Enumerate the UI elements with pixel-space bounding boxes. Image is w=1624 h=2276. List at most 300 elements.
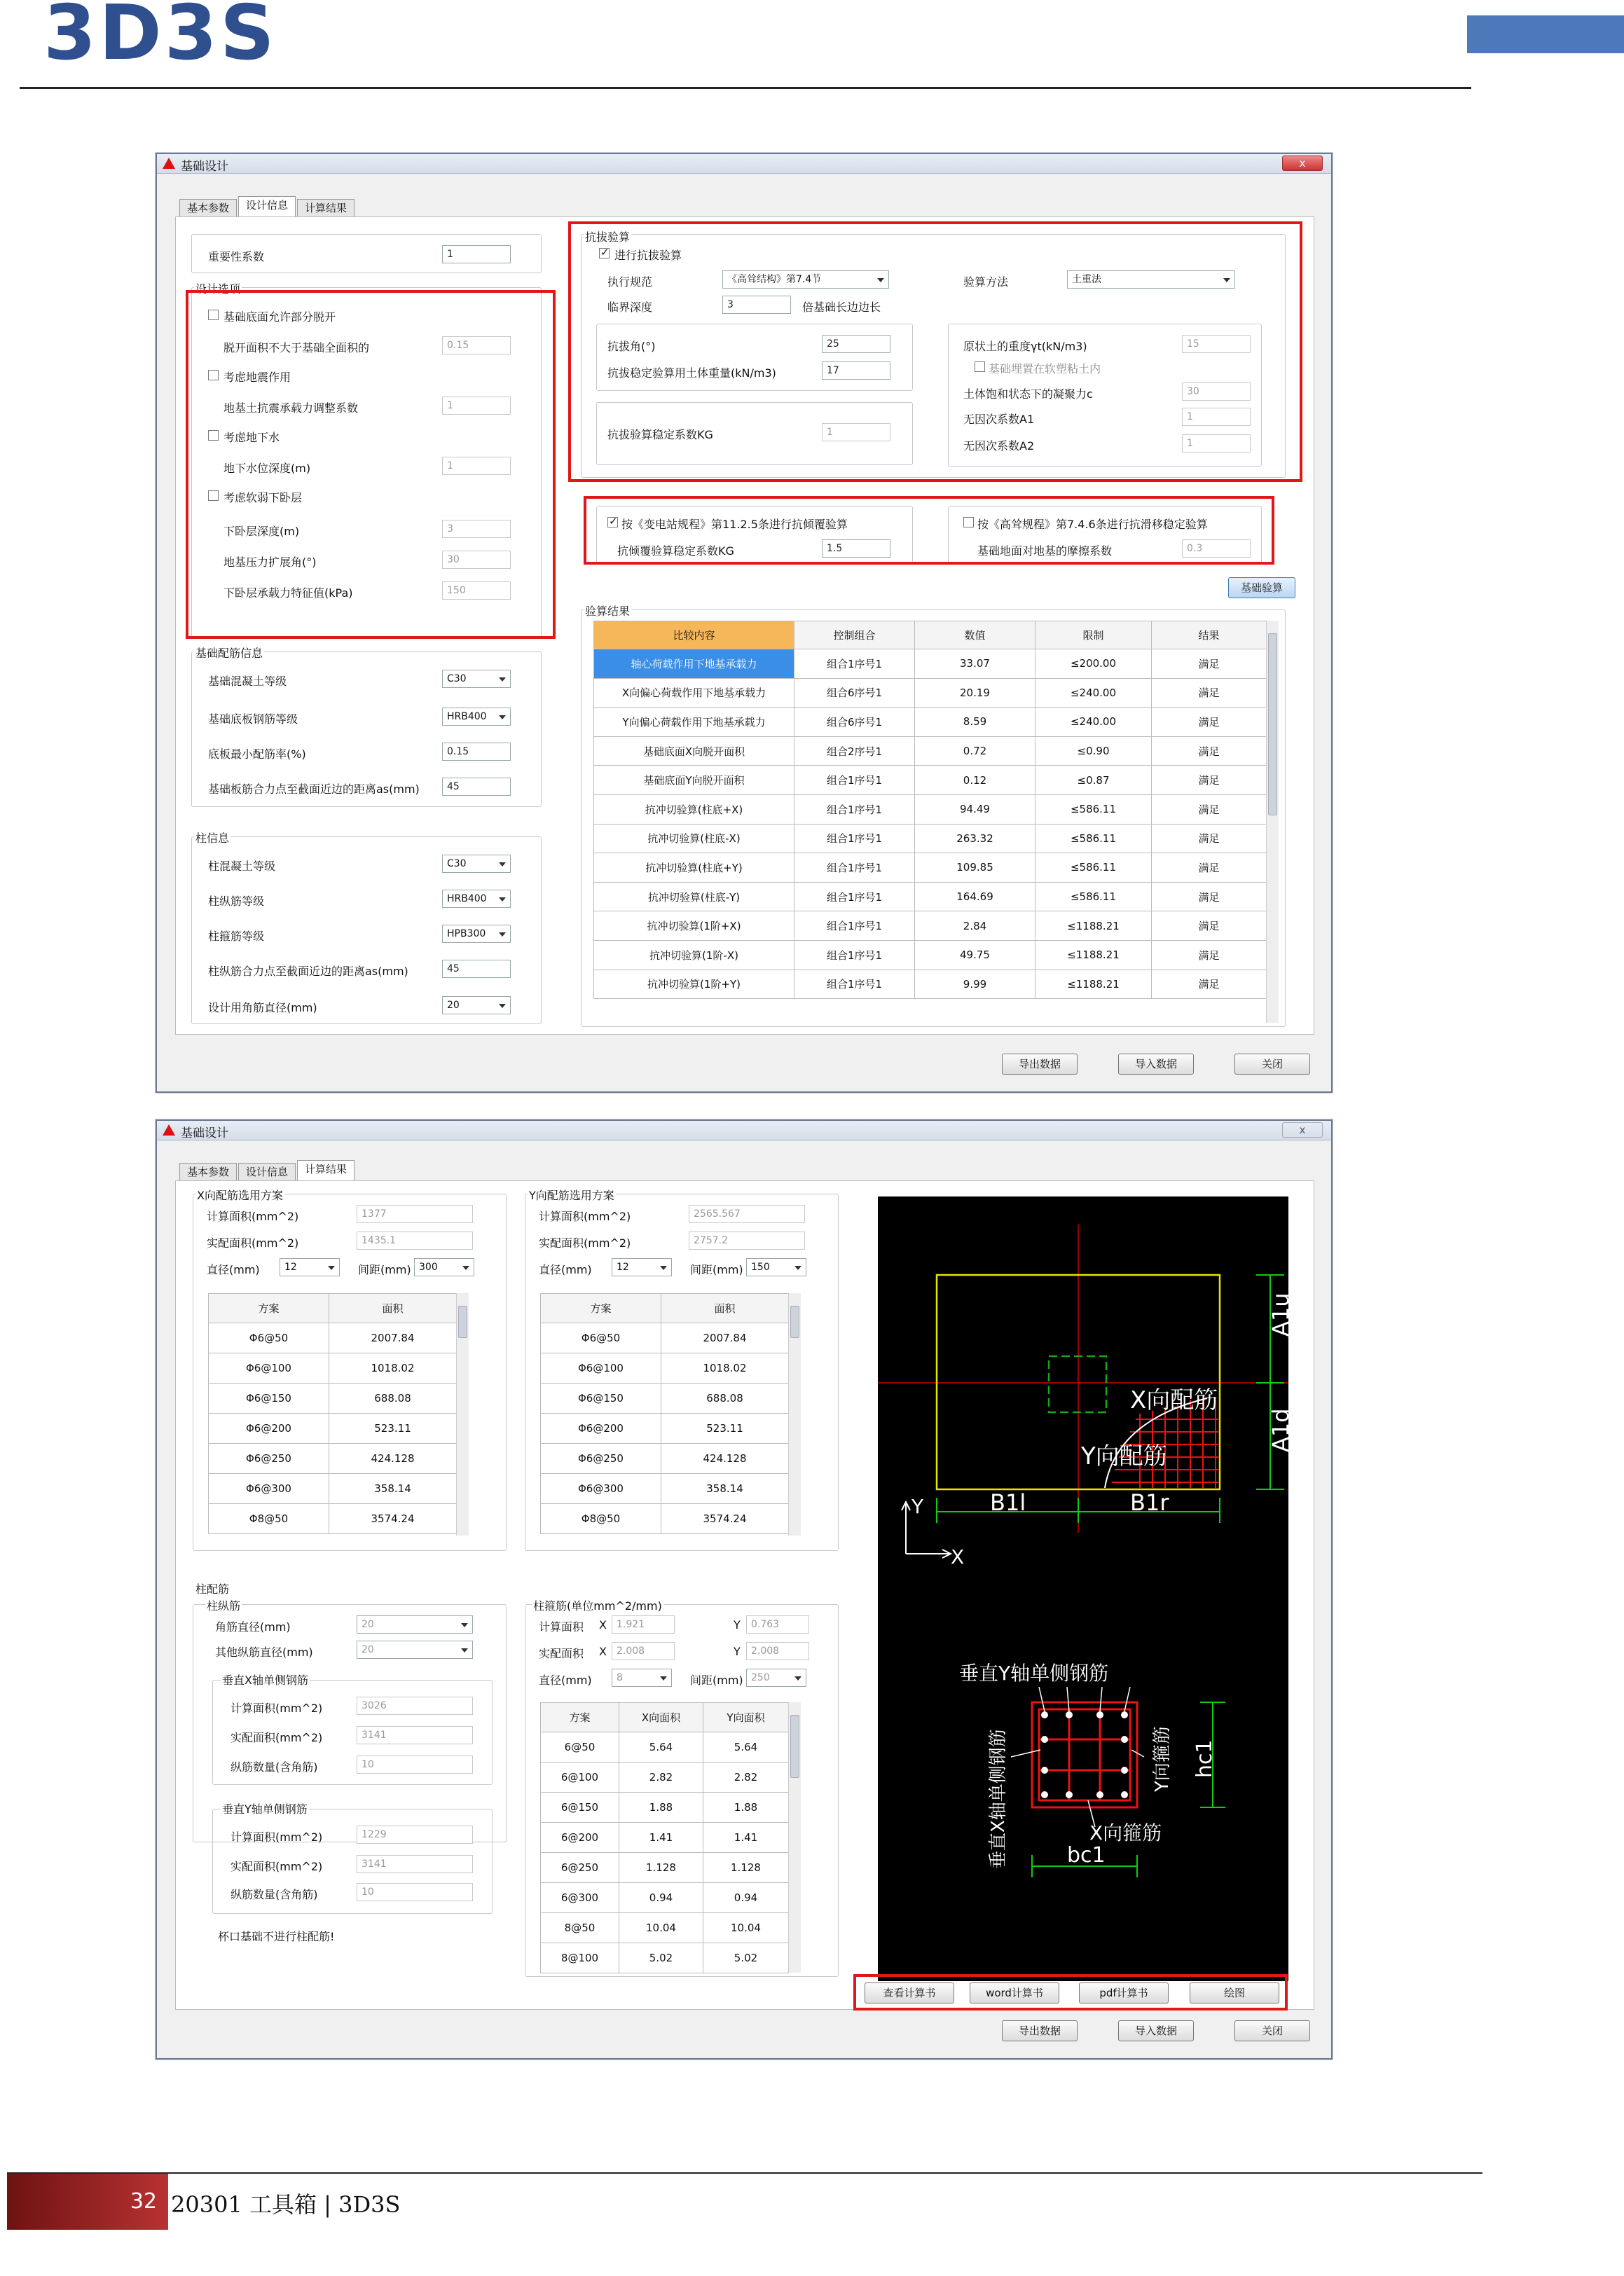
spread-angle-label: 地基压力扩展角(°) bbox=[223, 556, 317, 569]
table-row[interactable] bbox=[594, 911, 1267, 941]
stirrup-actual-label: 实配面积 bbox=[539, 1647, 584, 1660]
y-spacing-select[interactable]: 150 bbox=[746, 1258, 806, 1276]
plan-cell: Φ6@150 bbox=[209, 1384, 329, 1414]
results-cell: 8.59 bbox=[915, 708, 1035, 737]
header-accent-bar bbox=[1467, 15, 1624, 53]
stirrup-cell: 0.94 bbox=[619, 1883, 703, 1913]
results-cell: 满足 bbox=[1152, 824, 1267, 853]
close-icon[interactable]: x bbox=[1282, 1122, 1323, 1138]
results-cell: 9.99 bbox=[915, 970, 1035, 999]
uplift-area-label: 脱开面积不大于基础全面积的 bbox=[223, 341, 370, 354]
cohesion-input[interactable]: 30 bbox=[1182, 382, 1251, 401]
stirrup-cell: 0.94 bbox=[703, 1883, 789, 1913]
depth-unit-label: 倍基础长边边长 bbox=[802, 301, 881, 314]
import-data-button[interactable]: 导入数据 bbox=[1118, 1054, 1194, 1075]
results-header-cell[interactable]: 比较内容 bbox=[594, 621, 794, 649]
results-cell: 满足 bbox=[1152, 708, 1267, 737]
tab-calc-results[interactable]: 计算结果 bbox=[297, 199, 355, 217]
y-dia-select[interactable]: 12 bbox=[612, 1258, 672, 1276]
column-stirrup-steel-select[interactable]: HPB300 bbox=[442, 925, 511, 943]
stirrup-cell: 1.41 bbox=[703, 1823, 789, 1853]
stirrup-calc-x-label: X bbox=[599, 1618, 607, 1632]
stirrup-actual-y-label: Y bbox=[734, 1645, 741, 1658]
pdf-calc-book-button[interactable]: pdf计算书 bbox=[1079, 1982, 1169, 2003]
perp-x-text: 垂直X轴单侧钢筋 bbox=[988, 1729, 1009, 1869]
results-cell: 组合1序号1 bbox=[794, 824, 915, 853]
plan-cell: 523.11 bbox=[661, 1414, 789, 1444]
view-calc-book-button[interactable]: 查看计算书 bbox=[865, 1982, 954, 2003]
results-cell: Y向偏心荷载作用下地基承载力 bbox=[594, 708, 794, 737]
draw-button[interactable]: 绘图 bbox=[1190, 1982, 1279, 2003]
results-cell: ≤200.00 bbox=[1035, 649, 1152, 679]
results-cell: ≤240.00 bbox=[1035, 678, 1152, 708]
export-data-button[interactable]: 导出数据 bbox=[1002, 2020, 1078, 2041]
results-cell: 抗冲切验算(柱底+X) bbox=[594, 794, 794, 824]
table-row[interactable] bbox=[594, 766, 1267, 795]
plan-cell: Φ6@200 bbox=[209, 1414, 329, 1444]
results-header-cell[interactable]: 限制 bbox=[1035, 621, 1152, 649]
column-long-steel-select[interactable]: HRB400 bbox=[442, 890, 511, 908]
friction-input[interactable]: 0.3 bbox=[1182, 539, 1251, 558]
stirrup-cell: 10.04 bbox=[703, 1913, 789, 1943]
uplift-title: 抗拔验算 bbox=[584, 228, 631, 244]
stirrup-calc-label: 计算面积 bbox=[539, 1620, 584, 1634]
kg-input[interactable]: 1 bbox=[822, 423, 890, 441]
soil-weight-label: 抗拔稳定验算用土体重量(kN/m3) bbox=[607, 366, 776, 380]
results-cell: 组合1序号1 bbox=[794, 911, 915, 941]
rebar-info-label: 基础混凝土等级 bbox=[208, 675, 287, 688]
table-row[interactable] bbox=[594, 882, 1267, 911]
results-cell: ≤1188.21 bbox=[1035, 970, 1152, 999]
results-cell: ≤586.11 bbox=[1035, 882, 1152, 911]
plan-cell: Φ6@100 bbox=[209, 1353, 329, 1384]
x-calc-area-input[interactable]: 1377 bbox=[357, 1205, 473, 1223]
table-row[interactable] bbox=[541, 1323, 789, 1353]
results-cell: 组合1序号1 bbox=[794, 853, 915, 883]
results-header-cell[interactable]: 数值 bbox=[915, 621, 1035, 649]
table-row[interactable] bbox=[594, 794, 1267, 824]
plan-cell: 1018.02 bbox=[329, 1353, 457, 1384]
results-cell: 组合1序号1 bbox=[794, 649, 915, 679]
column-concrete-select[interactable]: C30 bbox=[442, 855, 511, 873]
a1-input[interactable]: 1 bbox=[1182, 408, 1251, 426]
stirrup-spacing-label: 间距(mm) bbox=[690, 1674, 743, 1687]
foundation-check-button[interactable]: 基础验算 bbox=[1228, 577, 1295, 598]
plan-cell: Φ6@200 bbox=[541, 1414, 661, 1444]
results-cell: 抗冲切验算(1阶+Y) bbox=[594, 970, 794, 999]
plan-cell: Φ6@100 bbox=[541, 1353, 661, 1384]
plan-header-cell[interactable]: 面积 bbox=[329, 1294, 457, 1323]
stirrup-cell: 6@50 bbox=[541, 1732, 619, 1763]
table-row[interactable] bbox=[541, 1444, 789, 1474]
plan-cell: Φ8@50 bbox=[541, 1504, 661, 1534]
stirrup-scrollbar[interactable] bbox=[788, 1702, 801, 1973]
results-cell: 33.07 bbox=[915, 649, 1035, 679]
a2-input[interactable]: 1 bbox=[1182, 434, 1251, 453]
results-cell: 满足 bbox=[1152, 649, 1267, 679]
table-row[interactable] bbox=[541, 1504, 789, 1534]
a1d-label: A1d bbox=[1267, 1408, 1294, 1452]
x-side-calc-input[interactable]: 3026 bbox=[357, 1697, 473, 1715]
stirrup-cell: 1.88 bbox=[703, 1793, 789, 1823]
table-row[interactable] bbox=[209, 1384, 457, 1414]
results-cell: 满足 bbox=[1152, 882, 1267, 911]
window-title: 基础设计 bbox=[181, 1126, 228, 1140]
x-side-actual-label: 实配面积(mm^2) bbox=[230, 1731, 323, 1744]
highlight-overturn-slide bbox=[584, 496, 1274, 565]
cup-foundation-note: 杯口基础不进行柱配筋! bbox=[218, 1930, 335, 1943]
y-stirrup-text: Y向箍筋 bbox=[1152, 1726, 1173, 1792]
plan-cell: 358.14 bbox=[661, 1474, 789, 1504]
x-side-calc-label: 计算面积(mm^2) bbox=[230, 1702, 323, 1715]
results-cell: 2.84 bbox=[915, 911, 1035, 941]
x-side-count-input[interactable]: 10 bbox=[357, 1756, 473, 1774]
x-plan-scrollbar[interactable] bbox=[456, 1293, 469, 1536]
stirrup-header-cell[interactable]: 方案 bbox=[541, 1703, 619, 1732]
results-cell: 0.72 bbox=[915, 736, 1035, 766]
results-cell: 109.85 bbox=[915, 853, 1035, 883]
plan-cell: 688.08 bbox=[329, 1384, 457, 1414]
angle-label: 抗拔角(°) bbox=[607, 340, 656, 353]
stirrup-cell: 1.128 bbox=[619, 1853, 703, 1883]
stirrup-calc-y-input[interactable]: 0.763 bbox=[746, 1615, 809, 1634]
results-cell: 组合1序号1 bbox=[794, 970, 915, 999]
stirrup-spacing-select[interactable]: 250 bbox=[746, 1669, 806, 1687]
stirrup-header-cell[interactable]: Y向面积 bbox=[703, 1703, 789, 1732]
dimension-lines bbox=[937, 1275, 1284, 1523]
plan-cell: 1018.02 bbox=[661, 1353, 789, 1384]
importance-input[interactable]: 1 bbox=[442, 245, 511, 263]
long-bars bbox=[1041, 1711, 1128, 1798]
stirrup-outline bbox=[1039, 1709, 1130, 1800]
x-side-title: 垂直X轴单侧钢筋 bbox=[221, 1671, 310, 1688]
close-button[interactable]: 关闭 bbox=[1234, 1054, 1310, 1075]
plan-cell: Φ8@50 bbox=[209, 1504, 329, 1534]
footer-divider bbox=[7, 2172, 1482, 2174]
column-info-label: 设计用角筋直径(mm) bbox=[208, 1001, 317, 1014]
tab-design-info[interactable]: 设计信息 bbox=[238, 196, 296, 217]
column-info-title: 柱信息 bbox=[194, 829, 230, 846]
results-cell: 满足 bbox=[1152, 766, 1267, 795]
seismic-factor-input[interactable]: 1 bbox=[442, 396, 511, 415]
table-row[interactable] bbox=[594, 940, 1267, 970]
tab-basic-params[interactable]: 基本参数 bbox=[179, 1163, 237, 1181]
stirrup-cell: 2.82 bbox=[703, 1763, 789, 1793]
stirrup-calc-x-input[interactable]: 1.921 bbox=[612, 1615, 675, 1634]
results-cell: 抗冲切验算(1阶+X) bbox=[594, 911, 794, 941]
column-info-label: 柱纵筋合力点至截面近边的距离as(mm) bbox=[208, 965, 408, 978]
plan-cell: 424.128 bbox=[661, 1444, 789, 1474]
soft-capacity-label: 下卧层承载力特征值(kPa) bbox=[223, 586, 353, 600]
stirrup-table bbox=[540, 1702, 789, 1973]
soft-depth-label: 下卧层深度(m) bbox=[223, 525, 300, 538]
table-row[interactable] bbox=[541, 1913, 789, 1943]
x-actual-area-label: 实配面积(mm^2) bbox=[207, 1236, 299, 1250]
word-calc-book-button[interactable]: word计算书 bbox=[970, 1982, 1059, 2003]
results-cell: 基础底面Y向脱开面积 bbox=[594, 766, 794, 795]
x-calc-area-label: 计算面积(mm^2) bbox=[207, 1210, 299, 1223]
results-header-cell[interactable]: 控制组合 bbox=[794, 621, 915, 649]
column-as-input[interactable]: 45 bbox=[442, 960, 511, 978]
soft-depth-input[interactable]: 3 bbox=[442, 520, 511, 538]
results-cell: ≤240.00 bbox=[1035, 708, 1152, 737]
stirrup-cell: 8@50 bbox=[541, 1913, 619, 1943]
results-cell: 组合1序号1 bbox=[794, 794, 915, 824]
x-spacing-select[interactable]: 300 bbox=[414, 1258, 474, 1276]
table-row[interactable] bbox=[209, 1504, 457, 1534]
results-cell: 满足 bbox=[1152, 970, 1267, 999]
stirrup-cell: 6@300 bbox=[541, 1883, 619, 1913]
plan-header-cell[interactable]: 面积 bbox=[661, 1294, 789, 1323]
results-cell: ≤586.11 bbox=[1035, 853, 1152, 883]
stirrup-cell: 8@100 bbox=[541, 1943, 619, 1973]
cohesion-label: 土体饱和状态下的凝聚力c bbox=[963, 387, 1093, 401]
y-plan-scrollbar[interactable] bbox=[788, 1293, 801, 1536]
app-logo-icon bbox=[163, 1124, 175, 1136]
min-ratio-input[interactable]: 0.15 bbox=[442, 743, 511, 761]
y-calc-area-input[interactable]: 2565.567 bbox=[689, 1205, 805, 1223]
stirrup-actual-x-input[interactable]: 2.008 bbox=[612, 1642, 675, 1660]
x-rebar-text: X向配筋 bbox=[1130, 1386, 1218, 1414]
gw-depth-label: 地下水位深度(m) bbox=[223, 462, 311, 475]
plan-cell: Φ6@250 bbox=[541, 1444, 661, 1474]
column-info-label: 柱箍筋等级 bbox=[208, 930, 265, 943]
table-row[interactable] bbox=[594, 649, 1267, 679]
table-row[interactable] bbox=[594, 853, 1267, 883]
table-row[interactable] bbox=[541, 1853, 789, 1883]
plan-header-cell[interactable]: 方案 bbox=[209, 1294, 329, 1323]
brand-logo: 3D3S bbox=[43, 0, 277, 77]
footer-text: 20301 工具箱 | 3D3S bbox=[171, 2191, 401, 2218]
y-side-count-label: 纵筋数量(含角筋) bbox=[230, 1888, 318, 1901]
b1l-label: B1l bbox=[990, 1489, 1026, 1516]
y-side-actual-input[interactable]: 3141 bbox=[357, 1855, 473, 1873]
results-cell: 组合1序号1 bbox=[794, 940, 915, 970]
table-row[interactable] bbox=[541, 1414, 789, 1444]
table-row[interactable] bbox=[541, 1732, 789, 1763]
angle-input[interactable]: 25 bbox=[822, 335, 890, 353]
overturn-label: 按《变电站规程》第11.2.5条进行抗倾覆验算 bbox=[621, 518, 848, 531]
y-side-calc-input[interactable]: 1229 bbox=[357, 1826, 473, 1844]
table-row[interactable] bbox=[541, 1353, 789, 1384]
table-row[interactable] bbox=[594, 708, 1267, 737]
results-cell: 20.19 bbox=[915, 678, 1035, 708]
plan-cell: 688.08 bbox=[661, 1384, 789, 1414]
header-divider bbox=[20, 87, 1471, 89]
results-cell: 抗冲切验算(柱底-Y) bbox=[594, 882, 794, 911]
title-bar bbox=[157, 1121, 1331, 1140]
axis-x-label: X bbox=[951, 1545, 965, 1568]
results-title: 验算结果 bbox=[584, 602, 631, 619]
col-rebar-title: 柱配筋 bbox=[194, 1580, 230, 1596]
plan-cell: 3574.24 bbox=[661, 1504, 789, 1534]
results-cell: ≤0.90 bbox=[1035, 736, 1152, 766]
corner-bar-select[interactable]: 20 bbox=[442, 996, 511, 1014]
table-row[interactable] bbox=[541, 1823, 789, 1853]
plan-cell: Φ6@150 bbox=[541, 1384, 661, 1414]
y-spacing-label: 间距(mm) bbox=[690, 1263, 743, 1276]
plan-header-cell[interactable]: 方案 bbox=[541, 1294, 661, 1323]
table-row[interactable] bbox=[541, 1793, 789, 1823]
section-dimensions bbox=[1032, 1702, 1225, 1877]
plan-cell: Φ6@300 bbox=[209, 1474, 329, 1504]
export-data-button[interactable]: 导出数据 bbox=[1002, 1054, 1078, 1075]
other-dia-label: 其他纵筋直径(mm) bbox=[215, 1646, 313, 1659]
x-actual-area-input[interactable]: 1435.1 bbox=[357, 1232, 473, 1250]
results-scrollbar[interactable] bbox=[1266, 621, 1279, 1023]
results-cell: X向偏心荷载作用下地基承载力 bbox=[594, 678, 794, 708]
table-row[interactable] bbox=[541, 1943, 789, 1973]
table-row[interactable] bbox=[594, 678, 1267, 708]
soil-weight-input[interactable]: 17 bbox=[822, 361, 890, 380]
importance-label: 重要性系数 bbox=[208, 250, 265, 263]
table-row[interactable] bbox=[541, 1883, 789, 1913]
close-icon[interactable]: x bbox=[1282, 156, 1323, 171]
stirrup-legs bbox=[1039, 1709, 1130, 1800]
stirrup-cell: 10.04 bbox=[619, 1913, 703, 1943]
table-row[interactable] bbox=[541, 1474, 789, 1504]
results-cell: 组合2序号1 bbox=[794, 736, 915, 766]
y-actual-area-input[interactable]: 2757.2 bbox=[689, 1232, 805, 1250]
slide-label: 按《高耸规程》第7.4.6条进行抗滑移稳定验算 bbox=[977, 518, 1208, 531]
results-cell: ≤586.11 bbox=[1035, 794, 1152, 824]
stirrup-dia-select[interactable]: 8 bbox=[612, 1669, 672, 1687]
results-cell: 263.32 bbox=[915, 824, 1035, 853]
table-row[interactable] bbox=[209, 1323, 457, 1353]
foundation-steel-select[interactable]: HRB400 bbox=[442, 708, 511, 726]
foundation-design-window-results bbox=[156, 1119, 1333, 2060]
results-cell: 组合1序号1 bbox=[794, 882, 915, 911]
seismic-factor-label: 地基土抗震承载力调整系数 bbox=[223, 401, 359, 415]
table-row[interactable] bbox=[209, 1414, 457, 1444]
import-data-button[interactable]: 导入数据 bbox=[1118, 2020, 1194, 2041]
table-row[interactable] bbox=[541, 1384, 789, 1414]
table-row[interactable] bbox=[594, 970, 1267, 999]
stirrup-actual-y-input[interactable]: 2.008 bbox=[746, 1642, 809, 1660]
tab-basic-params[interactable]: 基本参数 bbox=[179, 199, 237, 217]
column-info-label: 柱混凝土等级 bbox=[208, 860, 276, 873]
results-header-cell[interactable]: 结果 bbox=[1152, 621, 1267, 649]
plan-cell: Φ6@50 bbox=[209, 1323, 329, 1353]
close-button[interactable]: 关闭 bbox=[1234, 2020, 1310, 2041]
design-info-panel bbox=[175, 216, 1314, 1035]
foundation-drawing bbox=[878, 1196, 1294, 1981]
table-row[interactable] bbox=[594, 824, 1267, 853]
method-select[interactable]: 土重法 bbox=[1067, 270, 1235, 289]
stirrup-title: 柱箍筋(单位mm^2/mm) bbox=[532, 1597, 663, 1613]
seismic-label: 考虑地震作用 bbox=[223, 371, 291, 384]
y-actual-area-label: 实配面积(mm^2) bbox=[539, 1236, 631, 1250]
code-select[interactable]: 《高耸结构》第7.4节 bbox=[722, 270, 889, 289]
highlight-calc-buttons bbox=[853, 1974, 1288, 2011]
table-row[interactable] bbox=[209, 1474, 457, 1504]
gw-depth-input[interactable]: 1 bbox=[442, 457, 511, 475]
design-options-title: 设计选项 bbox=[194, 280, 242, 296]
column-section bbox=[1032, 1702, 1137, 1807]
kg-label: 抗拔验算稳定系数KG bbox=[607, 428, 713, 441]
allow-uplift-label: 基础底面允许部分脱开 bbox=[223, 310, 336, 324]
column-outline bbox=[1049, 1356, 1106, 1412]
table-row[interactable] bbox=[594, 736, 1267, 766]
stirrup-cell: 6@150 bbox=[541, 1793, 619, 1823]
plan-cell: Φ6@300 bbox=[541, 1474, 661, 1504]
results-cell: 满足 bbox=[1152, 736, 1267, 766]
x-side-actual-input[interactable]: 3141 bbox=[357, 1726, 473, 1744]
results-table bbox=[593, 621, 1267, 999]
table-row[interactable] bbox=[541, 1763, 789, 1793]
plan-cell: 2007.84 bbox=[661, 1323, 789, 1353]
overturn-factor-input[interactable]: 1.5 bbox=[822, 539, 890, 558]
y-side-count-input[interactable]: 10 bbox=[357, 1883, 473, 1901]
results-cell: 94.49 bbox=[915, 794, 1035, 824]
a2-label: 无因次系数A2 bbox=[963, 439, 1035, 453]
y-side-title: 垂直Y轴单侧钢筋 bbox=[221, 1800, 309, 1816]
results-cell: ≤586.11 bbox=[1035, 824, 1152, 853]
stirrup-cell: 1.128 bbox=[703, 1853, 789, 1883]
corner-dia-select[interactable]: 20 bbox=[357, 1615, 473, 1634]
soft-capacity-input[interactable]: 150 bbox=[442, 581, 511, 600]
plan-cell: 424.128 bbox=[329, 1444, 457, 1474]
results-cell: 组合6序号1 bbox=[794, 678, 915, 708]
y-dia-label: 直径(mm) bbox=[539, 1263, 592, 1276]
results-cell: 0.12 bbox=[915, 766, 1035, 795]
highlight-uplift bbox=[568, 221, 1302, 482]
results-cell: 164.69 bbox=[915, 882, 1035, 911]
results-cell: 满足 bbox=[1152, 794, 1267, 824]
table-row[interactable] bbox=[209, 1444, 457, 1474]
window-title: 基础设计 bbox=[181, 160, 228, 174]
depth-input[interactable]: 3 bbox=[722, 296, 791, 314]
stirrup-header-cell[interactable]: X向面积 bbox=[619, 1703, 703, 1732]
x-dia-select[interactable]: 12 bbox=[280, 1258, 340, 1276]
tab-design-info[interactable]: 设计信息 bbox=[238, 1163, 296, 1181]
orig-weight-input[interactable]: 15 bbox=[1182, 335, 1251, 353]
orig-weight-label: 原状土的重度γt(kN/m3) bbox=[963, 340, 1087, 353]
corner-dia-label: 角筋直径(mm) bbox=[215, 1620, 291, 1634]
tab-calc-results[interactable]: 计算结果 bbox=[297, 1160, 355, 1181]
plan-cell: 3574.24 bbox=[329, 1504, 457, 1534]
app-logo-icon bbox=[163, 158, 175, 169]
col-long-title: 柱纵筋 bbox=[205, 1597, 242, 1613]
hc1-label: hc1 bbox=[1192, 1739, 1217, 1778]
stirrup-cell: 6@250 bbox=[541, 1853, 619, 1883]
stirrup-dia-label: 直径(mm) bbox=[539, 1674, 592, 1687]
stirrup-cell: 5.02 bbox=[703, 1943, 789, 1973]
uplift-area-input[interactable]: 0.15 bbox=[442, 336, 511, 354]
results-cell: 基础底面X向脱开面积 bbox=[594, 736, 794, 766]
page-number: 32 bbox=[7, 2174, 168, 2230]
stirrup-calc-y-label: Y bbox=[734, 1618, 741, 1632]
foundation-concrete-select[interactable]: C30 bbox=[442, 670, 511, 688]
spread-angle-input[interactable]: 30 bbox=[442, 551, 511, 569]
x-plan-table bbox=[208, 1293, 457, 1534]
rebar-info-title: 基础配筋信息 bbox=[194, 644, 264, 661]
stirrup-cell: 6@200 bbox=[541, 1823, 619, 1853]
results-cell: 组合6序号1 bbox=[794, 708, 915, 737]
y-calc-area-label: 计算面积(mm^2) bbox=[539, 1210, 631, 1223]
plan-cell: 2007.84 bbox=[329, 1323, 457, 1353]
y-side-calc-label: 计算面积(mm^2) bbox=[230, 1830, 323, 1844]
as-distance-input[interactable]: 45 bbox=[442, 778, 511, 796]
table-row[interactable] bbox=[209, 1353, 457, 1384]
stirrup-cell: 5.64 bbox=[619, 1732, 703, 1763]
friction-label: 基础地面对地基的摩擦系数 bbox=[977, 544, 1113, 558]
results-cell: 满足 bbox=[1152, 911, 1267, 941]
results-cell: 轴心荷载作用下地基承载力 bbox=[594, 649, 794, 679]
results-cell: 抗冲切验算(柱底-X) bbox=[594, 824, 794, 853]
cad-preview[interactable] bbox=[878, 1196, 1294, 1981]
other-dia-select[interactable]: 20 bbox=[357, 1641, 473, 1659]
